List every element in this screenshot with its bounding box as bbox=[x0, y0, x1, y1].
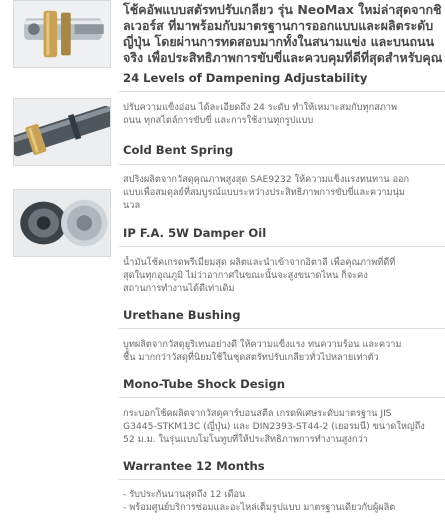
feature-description bbox=[123, 338, 441, 364]
spring-seat-photo-icon bbox=[14, 190, 110, 256]
section-divider bbox=[119, 164, 445, 165]
description-line: - รับประกันนานสุดถึง 12 เดือน bbox=[123, 489, 246, 500]
section-divider bbox=[119, 397, 445, 398]
feature-title: Mono-Tube Shock Design bbox=[123, 377, 286, 391]
description-line: บูทผลิตจากวัสดุยูริเทนอย่างดี ให้ความแข็งแรง ทนความร้อน และความ bbox=[123, 339, 402, 350]
description-line: ถนน ทุกสไตล์การขับขี่ และการใช้งานทุกรูปแบบ bbox=[123, 115, 314, 126]
feature-title: IP F.A. 5W Damper Oil bbox=[123, 226, 267, 240]
description-line: ชื้น มากกว่าวัสดุที่นิยมใช้ในชุดสตรัทปรับเกลียวทั่วไปหลายเท่าตัว bbox=[123, 352, 379, 363]
description-line: น้ำมันโช้คเกรดพรีเมี่ยมสุด ผลิตและนำเข้าจากอิตาลี เพื่อคุณภาพที่ดีที่ bbox=[123, 257, 396, 268]
shock-body-image bbox=[13, 98, 111, 166]
section-divider bbox=[119, 479, 445, 480]
feature-description bbox=[123, 256, 441, 295]
section-divider bbox=[119, 328, 445, 329]
description-line: แบบเพื่อสมดุลย์ที่สมบูรณ์แบบระหว่างประสิทธิภาพการขับขี่และความนุ่ม bbox=[123, 187, 405, 198]
description-line: สุดในทุกอุณภูมิ ไม่ว่าอากาศในขณะนั้นจะสูงขนาดไหน ก็จะคง bbox=[123, 270, 368, 281]
description-line: นวล bbox=[123, 200, 141, 211]
feature-description bbox=[123, 101, 441, 127]
description-line: สถานการทำงานได้ดีเท่าเดิม bbox=[123, 283, 235, 294]
description-line: - พร้อมศูนย์บริการซ่อมและอะไหล่เต็มรูปแบบ มาตรฐานเดียวกับผู้ผลิต bbox=[123, 502, 396, 513]
description-line: กระบอกโช้คผลิตจากวัสดุคาร์บอนสตีล เกรดพิเศษระดับมาตรฐาน JIS bbox=[123, 408, 392, 419]
feature-title: 24 Levels of Dampening Adjustability bbox=[123, 71, 368, 85]
feature-title: Cold Bent Spring bbox=[123, 143, 234, 157]
feature-description bbox=[123, 407, 441, 446]
description-line: ปรับความแข็งอ่อน ได้ละเอียดถึง 24 ระดับ ทำให้เหมาะสมกับทุกสภาพ bbox=[123, 102, 398, 113]
description-line: G3445-STKM13C (ญี่ปุ่น) และ DIN2393-ST44-2 (เยอรมนี) ขนาดใหญ่ถึง bbox=[123, 421, 425, 432]
coilover-adjuster-image bbox=[13, 0, 111, 68]
intro-line: ลเวอร์ส ที่มาพร้อมกับมาตรฐานการออกแบบและผลิตระดับ bbox=[123, 18, 434, 33]
feature-title: Urethane Bushing bbox=[123, 308, 241, 322]
intro-block bbox=[123, 2, 445, 66]
description-line: 52 ม.ม. ในรุ่นแบบโมโนทูบที่ให้ประสิทธิภาพการทำงานสูงกว่า bbox=[123, 434, 368, 445]
feature-description bbox=[123, 173, 441, 212]
section-divider bbox=[119, 246, 445, 247]
intro-line: จริง เพื่อประสิทธิภาพการขับขี่และควบคุมที่ดีที่สุดสำหรับคุณ bbox=[123, 50, 443, 65]
feature-title: Warrantee 12 Months bbox=[123, 459, 265, 473]
spring-seat-image bbox=[13, 189, 111, 257]
section-divider bbox=[119, 91, 445, 92]
intro-line: ญี่ปุ่น โดยผ่านการทดสอบมากทั้งในสนามแข่ง และบนถนน bbox=[123, 34, 435, 49]
feature-description bbox=[123, 488, 441, 514]
shock-body-photo-icon bbox=[14, 99, 110, 165]
description-line: สปริงผลิตจากวัสดุคุณภาพสูงสุด SAE9232 ให้ความแข็งแรงทนทาน ออก bbox=[123, 174, 410, 185]
intro-line: โช้คอัพแบบสตัรทปรับเกลียว รุ่น NeoMax ใหม่ล่าสุดจากชิ bbox=[123, 2, 442, 17]
coilover-adjuster-photo-icon bbox=[14, 1, 110, 67]
